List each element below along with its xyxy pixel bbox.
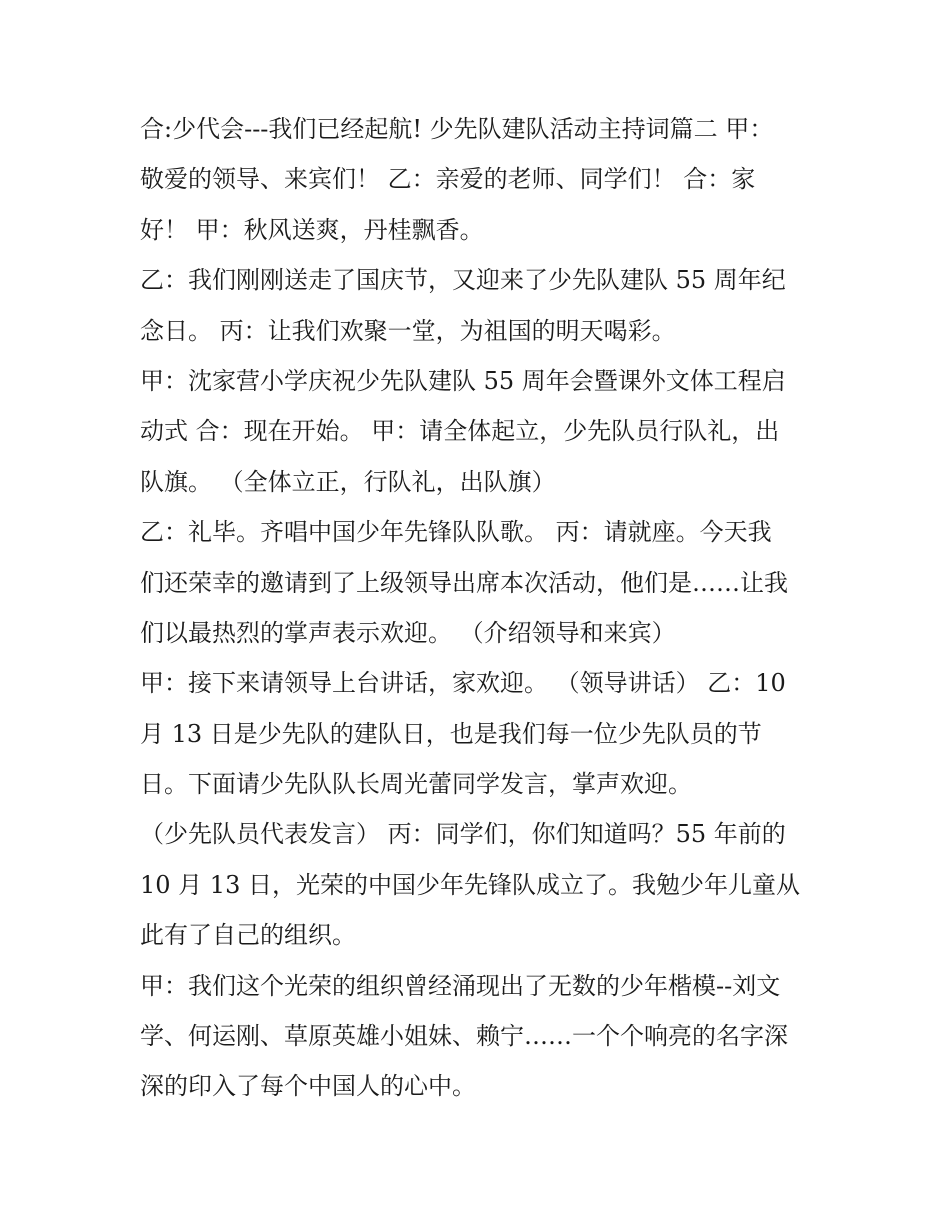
text-line: 合:少代会---我们已经起航! 少先队建队活动主持词篇二 甲： <box>140 115 774 143</box>
text-line: 学、何运刚、草原英雄小姐妹、赖宁……一个个响亮的名字深 <box>140 1022 788 1051</box>
text-line: 日。下面请少先队队长周光蕾同学发言，掌声欢迎。 <box>140 770 692 799</box>
text-line: 10 月 13 日，光荣的中国少年先锋队成立了。我勉少年儿童从 <box>140 870 800 899</box>
document-body <box>140 104 810 1112</box>
text-line: 们还荣幸的邀请到了上级领导出席本次活动，他们是……让我 <box>140 568 788 597</box>
text-line: 甲：接下来请领导上台讲话，家欢迎。 （领导讲话） 乙：10 <box>140 669 786 698</box>
text-line: 念日。 丙：让我们欢聚一堂，为祖国的明天喝彩。 <box>140 316 676 345</box>
text-line: 甲：沈家营小学庆祝少先队建队 55 周年会暨课外文体工程启 <box>140 366 786 395</box>
text-line: 们以最热烈的掌声表示欢迎。 （介绍领导和来宾） <box>140 618 676 647</box>
text-line: 月 13 日是少先队的建队日，也是我们每一位少先队员的节 <box>140 719 762 748</box>
text-line: 动式 合：现在开始。 甲：请全体起立，少先队员行队礼，出 <box>140 417 780 446</box>
text-line: 队旗。 （全体立正，行队礼，出队旗） <box>140 467 556 496</box>
text-line: 好！ 甲：秋风送爽，丹桂飘香。 <box>140 215 484 244</box>
text-line: 乙：我们刚刚送走了国庆节，又迎来了少先队建队 55 周年纪 <box>140 266 786 295</box>
text-line: 深的印入了每个中国人的心中。 <box>140 1072 476 1101</box>
text-line: （少先队员代表发言） 丙：同学们，你们知道吗？55 年前的 <box>140 820 786 849</box>
text-line: 敬爱的领导、来宾们！ 乙：亲爱的老师、同学们！ 合：家 <box>140 165 756 194</box>
text-line: 乙：礼毕。齐唱中国少年先锋队队歌。 丙：请就座。今天我 <box>140 518 772 547</box>
text-line: 此有了自己的组织。 <box>140 921 356 950</box>
text-line: 甲：我们这个光荣的组织曾经涌现出了无数的少年楷模--刘文 <box>140 971 781 1000</box>
